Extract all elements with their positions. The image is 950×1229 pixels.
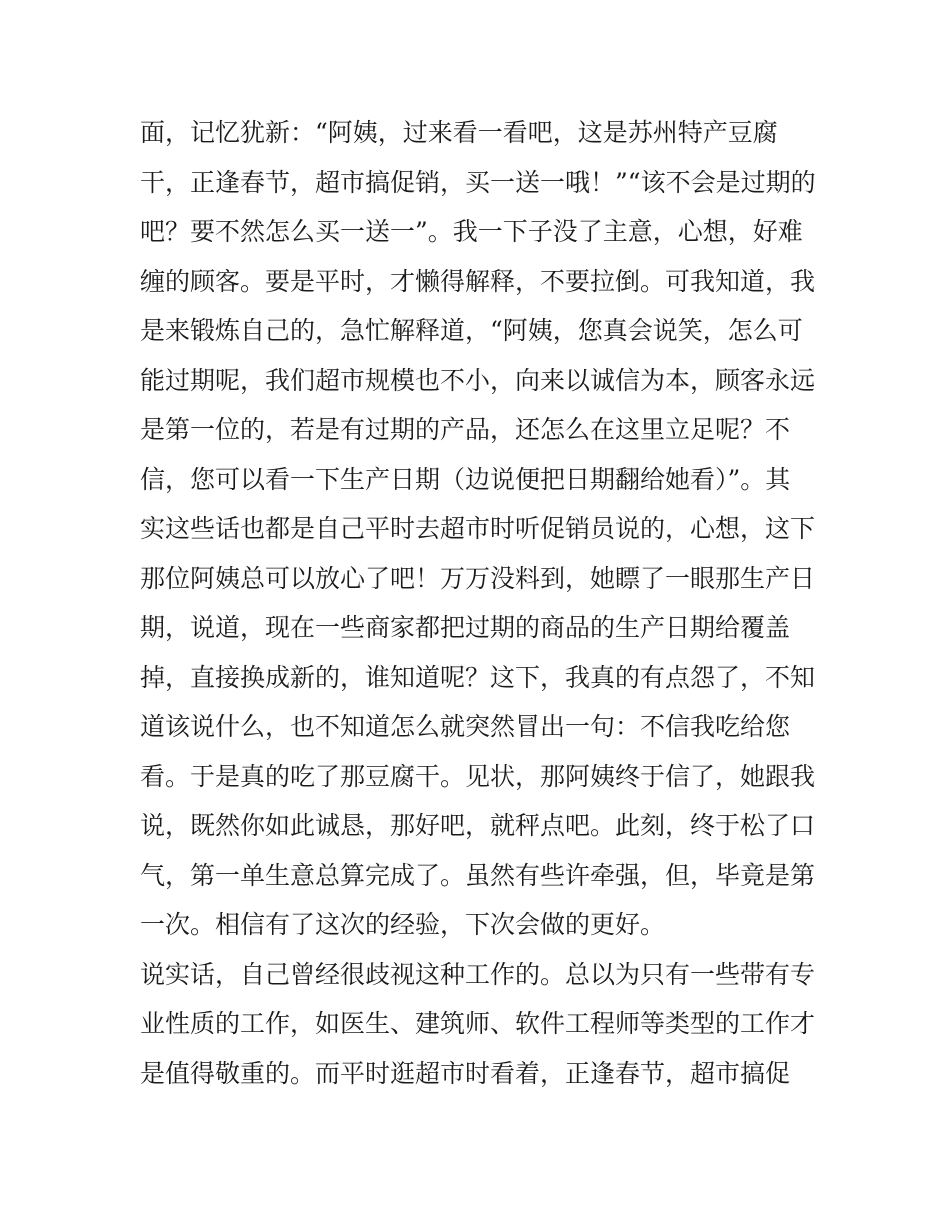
text-line: 那位阿姨总可以放心了吧！万万没料到，她瞟了一眼那生产日 bbox=[140, 563, 816, 593]
text-line: 面，记忆犹新：“阿姨，过来看一看吧，这是苏州特产豆腐 bbox=[140, 118, 778, 147]
text-line: 说实话，自己曾经很歧视这种工作的。总以为只有一些带有专 bbox=[140, 959, 816, 989]
text-line: 缠的顾客。要是平时，才懒得解释，不要拉倒。可我知道，我 bbox=[140, 266, 816, 296]
text-line: 掉，直接换成新的，谁知道呢？这下，我真的有点怨了，不知 bbox=[140, 662, 816, 692]
text-line: 道该说什么，也不知道怎么就突然冒出一句：不信我吃给您 bbox=[140, 712, 791, 741]
text-line: 是值得敬重的。而平时逛超市时看着，正逢春节，超市搞促 bbox=[140, 1058, 791, 1088]
text-line: 说，既然你如此诚恳，那好吧，就秤点吧。此刻，终于松了口 bbox=[140, 811, 816, 840]
text-line: 看。于是真的吃了那豆腐干。见状，那阿姨终于信了，她跟我 bbox=[140, 761, 816, 791]
text-line: 能过期呢，我们超市规模也不小，向来以诚信为本，顾客永远 bbox=[140, 365, 816, 395]
text-line: 吧？要不然怎么买一送一”。我一下子没了主意，心想，好难 bbox=[140, 217, 803, 246]
text-line: 期，说道，现在一些商家都把过期的商品的生产日期给覆盖 bbox=[140, 613, 791, 642]
text-line: 业性质的工作，如医生、建筑师、软件工程师等类型的工作才 bbox=[140, 1009, 816, 1038]
text-line: 干，正逢春节，超市搞促销，买一送一哦！”“该不会是过期的 bbox=[140, 167, 816, 197]
text-line: 气，第一单生意总算完成了。虽然有些许牵强，但，毕竟是第 bbox=[140, 860, 816, 890]
text-line: 是来锻炼自己的，急忙解释道，“阿姨，您真会说笑，怎么可 bbox=[140, 316, 803, 345]
body-text bbox=[140, 108, 820, 1098]
text-line: 实这些话也都是自己平时去超市时听促销员说的，心想，这下 bbox=[140, 514, 816, 543]
text-line: 一次。相信有了这次的经验，下次会做的更好。 bbox=[140, 910, 666, 939]
text-line: 是第一位的，若是有过期的产品，还怎么在这里立足呢？不 bbox=[140, 415, 791, 444]
text-line: 信，您可以看一下生产日期（边说便把日期翻给她看）”。其 bbox=[140, 464, 791, 494]
